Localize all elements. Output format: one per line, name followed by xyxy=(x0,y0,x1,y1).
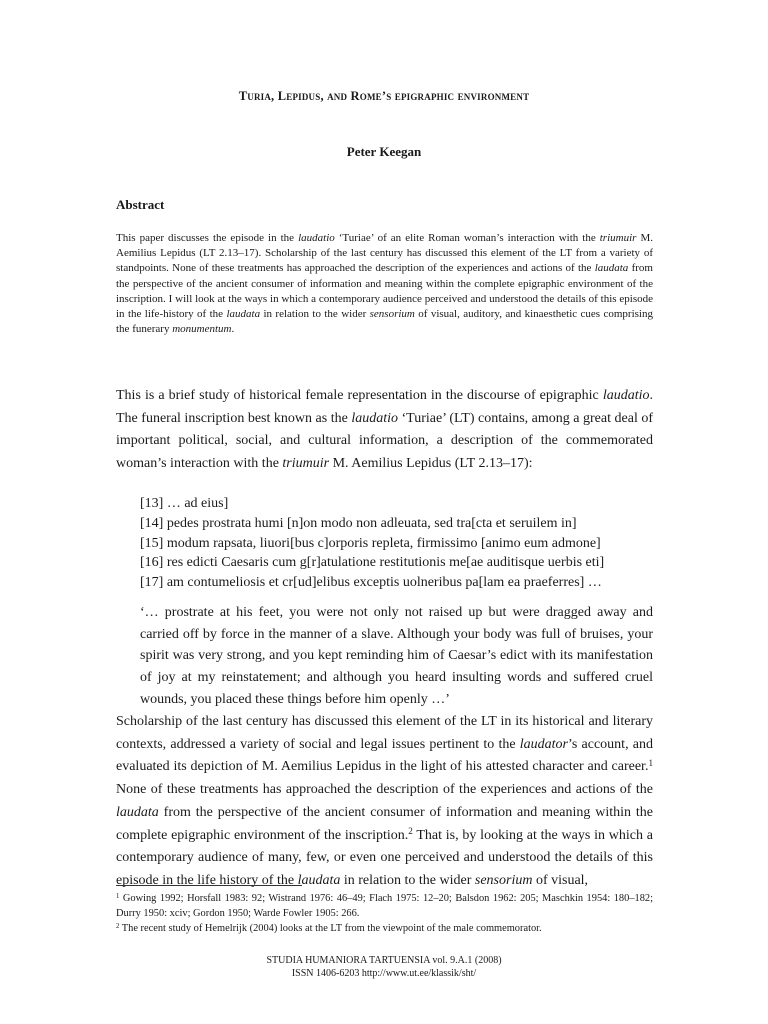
latin-line: [17] am contumeliosis et cr[ud]elibus exceptis uolneribus pa[lam ea praeferres] … xyxy=(140,575,602,591)
footnote-ref: 1 xyxy=(648,758,653,769)
abstract-heading: Abstract xyxy=(116,197,165,212)
footnote-ref: 2 xyxy=(408,826,413,837)
translation-quote: ‘… prostrate at his feet, you were not only not raised up but were dragged away and carried off by force in the manner of a slave. Although your body was full of bruises, your spirit was very strong, and you kept reminding him of Caesar’s edict with its manifestation of joy at my reinstatement; and although you heard insulting words and suffered cruel wounds, you placed these things before him openly …’ xyxy=(140,605,653,707)
latin-line: [14] pedes prostrata humi [n]on modo non adleuata, sed tra[cta et seruilem in] xyxy=(140,515,577,531)
footnotes xyxy=(116,891,653,936)
journal-footer xyxy=(0,954,768,980)
journal-issn: ISSN 1406-6203 http://www.ut.ee/klassik/sht/ xyxy=(291,968,477,979)
abstract-text: This paper discusses the episode in the laudatio ‘Turiae’ of an elite Roman woman’s interaction with the triumuir M. Aemilius Lepidus (LT 2.13–17). Scholarship of the last century has discussed this element of the LT from a variety of standpoints. None of these treatments has approached the description of the experiences and actions of the laudata from the perspective of the ancient consumer of information and meaning within the complete epigraphic environment of the inscription. I will look at the ways in which a contemporary audience perceived and understood the details of this episode in the life-history of the laudata in relation to the wider sensorium of visual, auditory, and kinaesthetic cues comprising the funerary monumentum. xyxy=(116,232,653,336)
body-paragraph-1: This is a brief study of historical female representation in the discourse of epigraphic laudatio. The funeral inscription best known as the laudatio ‘Turiae’ (LT) contains, among a great deal of important political, social, and cultural information, a description of the commemorated woman’s interaction with the triumuir M. Aemilius Lepidus (LT 2.13–17): xyxy=(116,388,654,472)
footnote-separator xyxy=(116,885,302,886)
body-paragraph-2: Scholarship of the last century has discussed this element of the LT in its historical and literary contexts, addressed a variety of social and legal issues pertinent to the laudator’s account, and evaluated its depiction of M. Aemilius Lepidus in the light of his attested character and career.$^1$ None of these treatments has approached the description of the experiences and actions of the laudata from the perspective of the ancient consumer of information and meaning within the complete epigraphic environment of the inscription.$^2$ That is, by looking at the ways in which a contemporary audience of many, few, or even one perceived and understood the details of this episode in the life history of the laudata in relation to the wider sensorium of visual, xyxy=(116,714,653,888)
latin-line: [13] … ad eius] xyxy=(140,496,229,511)
latin-line: [15] modum rapsata, liuori[bus c]orporis repleta, firmissimo [animo eum admone] xyxy=(140,535,601,551)
journal-name: STUDIA HUMANIORA TARTUENSIA vol. 9.A.1 (2008) xyxy=(266,955,502,966)
paper-title: Turia, Lepidus, and Rome’s epigraphic environment xyxy=(238,89,530,103)
latin-line: [16] res edicti Caesaris cum g[r]atulatione restitutionis me[ae auditisque uerbis eti] xyxy=(140,555,605,571)
latin-quotation xyxy=(140,494,660,593)
author-name: Peter Keegan xyxy=(346,144,422,159)
footnote: $^1$ Gowing 1992; Horsfall 1983: 92; Wistrand 1976: 46–49; Flach 1975: 12–20; Balsdon 1962: 205; Maschkin 1954: 180–182; Durry 1950: xciv; Gordon 1950; Warde Fowler 1905: 266. xyxy=(116,892,653,919)
footnote: $^2$ The recent study of Hemelrijk (2004) looks at the LT from the viewpoint of the male commemorator. xyxy=(116,922,542,934)
